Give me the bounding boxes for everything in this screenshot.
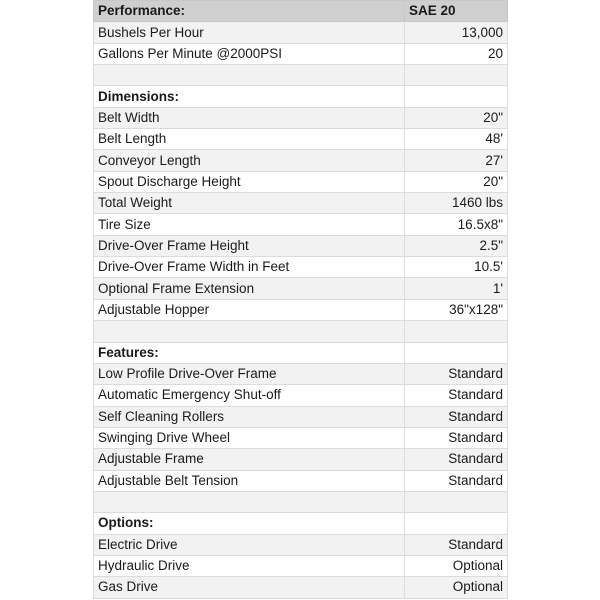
table-row	[94, 235, 508, 256]
row-label	[94, 65, 405, 86]
row-label: Drive-Over Frame Height	[94, 235, 405, 256]
row-value: 20	[405, 43, 508, 64]
row-label: Gas Drive	[94, 577, 405, 598]
table-row	[94, 171, 508, 192]
table-row	[94, 214, 508, 235]
header-label-cell: Performance:	[94, 1, 405, 22]
row-value: 1'	[405, 278, 508, 299]
row-label: Hydraulic Drive	[94, 555, 405, 576]
table-row	[94, 299, 508, 320]
table-row	[94, 22, 508, 43]
table-row	[94, 577, 508, 598]
table-row	[94, 385, 508, 406]
section-heading: Options:	[94, 513, 405, 534]
spec-table	[93, 0, 508, 599]
row-label: Low Profile Drive-Over Frame	[94, 363, 405, 384]
table-row	[94, 427, 508, 448]
row-label: Belt Length	[94, 129, 405, 150]
row-value: Optional	[405, 577, 508, 598]
row-value: Standard	[405, 427, 508, 448]
row-label: Gallons Per Minute @2000PSI	[94, 43, 405, 64]
row-value: 10.5'	[405, 257, 508, 278]
table-row	[94, 363, 508, 384]
row-value: Standard	[405, 406, 508, 427]
row-value: Standard	[405, 363, 508, 384]
row-label: Total Weight	[94, 193, 405, 214]
row-value: Standard	[405, 470, 508, 491]
table-row	[94, 406, 508, 427]
table-header-row	[94, 1, 508, 22]
section-heading-row	[94, 513, 508, 534]
row-label: Spout Discharge Height	[94, 171, 405, 192]
table-row	[94, 193, 508, 214]
row-label: Electric Drive	[94, 534, 405, 555]
table-row	[94, 257, 508, 278]
row-value: 2.5"	[405, 235, 508, 256]
row-label: Optional Frame Extension	[94, 278, 405, 299]
row-value	[405, 342, 508, 363]
row-value: 16.5x8"	[405, 214, 508, 235]
table-row	[94, 129, 508, 150]
row-value	[405, 513, 508, 534]
row-label: Tire Size	[94, 214, 405, 235]
table-row	[94, 470, 508, 491]
row-value: 36"x128"	[405, 299, 508, 320]
spec-table-body	[94, 1, 508, 599]
row-label: Automatic Emergency Shut-off	[94, 385, 405, 406]
row-label: Adjustable Frame	[94, 449, 405, 470]
row-value	[405, 491, 508, 512]
table-row	[94, 43, 508, 64]
row-label: Self Cleaning Rollers	[94, 406, 405, 427]
row-label: Adjustable Belt Tension	[94, 470, 405, 491]
table-row	[94, 150, 508, 171]
row-label: Adjustable Hopper	[94, 299, 405, 320]
row-label	[94, 491, 405, 512]
row-value: 20"	[405, 107, 508, 128]
table-row	[94, 321, 508, 342]
row-label: Swinging Drive Wheel	[94, 427, 405, 448]
row-value: 48'	[405, 129, 508, 150]
table-row	[94, 555, 508, 576]
row-value: Standard	[405, 385, 508, 406]
row-value: 1460 lbs	[405, 193, 508, 214]
row-value: Optional	[405, 555, 508, 576]
table-row	[94, 449, 508, 470]
row-label: Belt Width	[94, 107, 405, 128]
row-value: 27'	[405, 150, 508, 171]
row-label: Bushels Per Hour	[94, 22, 405, 43]
table-row	[94, 534, 508, 555]
row-label: Conveyor Length	[94, 150, 405, 171]
row-label	[94, 321, 405, 342]
header-value-cell: SAE 20	[405, 1, 508, 22]
section-heading: Dimensions:	[94, 86, 405, 107]
table-row	[94, 491, 508, 512]
row-value: 20"	[405, 171, 508, 192]
table-row	[94, 107, 508, 128]
table-row	[94, 65, 508, 86]
row-value	[405, 321, 508, 342]
row-value: 13,000	[405, 22, 508, 43]
section-heading-row	[94, 86, 508, 107]
table-row	[94, 278, 508, 299]
section-heading-row	[94, 342, 508, 363]
row-value	[405, 86, 508, 107]
row-label: Drive-Over Frame Width in Feet	[94, 257, 405, 278]
row-value: Standard	[405, 449, 508, 470]
row-value: Standard	[405, 534, 508, 555]
row-value	[405, 65, 508, 86]
section-heading: Features:	[94, 342, 405, 363]
